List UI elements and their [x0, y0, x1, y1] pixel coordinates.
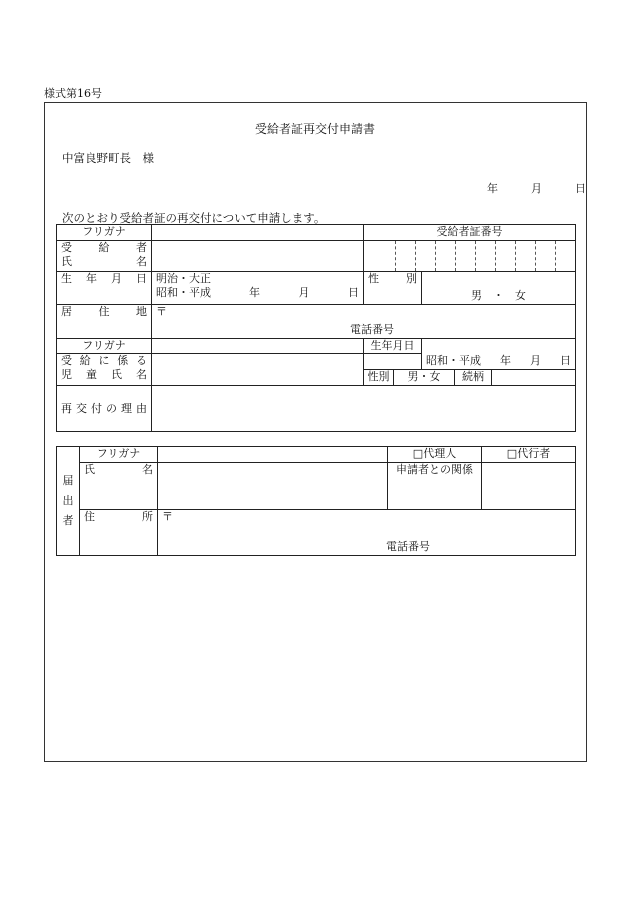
applicant-table	[56, 446, 576, 556]
child-sex-label: 性別	[364, 370, 394, 385]
child-birth-blank	[364, 354, 422, 370]
residence-field[interactable]	[152, 305, 576, 339]
child-birth-day-label: 日	[560, 354, 571, 367]
cert-digit-cell[interactable]	[536, 241, 556, 271]
reissue-reason-label: 再 交 付 の 理 由	[57, 386, 152, 432]
recipient-name-label-line2: 氏 名	[61, 255, 147, 268]
birth-date-label: 生 年 月 日	[57, 272, 152, 305]
recipient-name-field[interactable]	[152, 241, 364, 272]
child-relation-label: 続柄	[455, 370, 492, 385]
cert-digit-cell[interactable]	[556, 241, 575, 271]
birth-year-label: 年	[249, 286, 260, 299]
sex-label: 性 別	[364, 272, 422, 305]
cert-digit-cell[interactable]	[376, 241, 396, 271]
residence-label: 居 住 地	[57, 305, 152, 339]
applicant-address-label: 住 所	[80, 510, 158, 556]
cert-digit-cell[interactable]	[416, 241, 436, 271]
furigana-field[interactable]	[152, 225, 364, 241]
cert-digit-cell[interactable]	[436, 241, 456, 271]
agent-checkbox[interactable]: □代理人	[388, 447, 482, 463]
recipient-name-label	[57, 241, 152, 272]
addressee: 中富良野町長 様	[62, 151, 154, 165]
applicant-phone-label: 電話番号	[386, 540, 430, 553]
cert-digit-cell[interactable]	[476, 241, 496, 271]
applicant-side-char: 出	[62, 494, 74, 507]
date-line	[487, 180, 586, 196]
child-relation-field[interactable]	[492, 370, 575, 385]
birth-month-label: 月	[298, 286, 310, 299]
child-sex-relation-row	[364, 370, 576, 386]
era-options-line2: 昭和・平成	[156, 286, 211, 299]
child-birth-year-label: 年	[500, 354, 511, 367]
recipient-table	[56, 224, 576, 432]
date-day-label: 日	[575, 182, 586, 195]
child-furigana-field[interactable]	[152, 339, 364, 354]
relationship-label: 申請者との関係	[388, 463, 482, 510]
applicant-name-field[interactable]	[158, 463, 388, 510]
relationship-field[interactable]	[482, 463, 576, 510]
proxy-checkbox[interactable]: □代行者	[482, 447, 576, 463]
applicant-side-char: 者	[62, 514, 74, 527]
applicant-side-char: 届	[62, 474, 74, 487]
child-furigana-label: フリガナ	[57, 339, 152, 354]
cert-number-label: 受給者証番号	[364, 225, 576, 241]
date-year-label: 年	[487, 182, 498, 195]
reissue-reason-field[interactable]	[152, 386, 576, 432]
birth-date-field[interactable]	[152, 272, 364, 305]
child-name-label	[57, 354, 152, 386]
cert-digit-cell[interactable]	[516, 241, 536, 271]
applicant-postal-mark: 〒	[162, 510, 173, 523]
sex-options[interactable]: 男 ・ 女	[422, 272, 576, 305]
applicant-address-field[interactable]	[158, 510, 576, 556]
applicant-furigana-label: フリガナ	[80, 447, 158, 463]
applicant-side-label	[57, 447, 80, 556]
era-options-line1: 明治・大正	[156, 272, 211, 285]
child-birth-month-label: 月	[530, 354, 541, 367]
recipient-name-label-line1: 受 給 者	[61, 241, 147, 254]
child-name-field[interactable]	[152, 354, 364, 386]
child-sex-options[interactable]: 男・女	[394, 370, 455, 385]
postal-mark: 〒	[156, 305, 167, 318]
intro-text: 次のとおり受給者証の再交付について申請します。	[62, 211, 326, 225]
cert-digit-cell[interactable]	[456, 241, 476, 271]
applicant-name-label: 氏 名	[80, 463, 158, 510]
phone-label: 電話番号	[350, 323, 394, 336]
child-birth-field[interactable]	[422, 339, 576, 370]
child-name-label-line1: 受 給 に 係 る	[61, 354, 147, 367]
cert-number-field[interactable]	[364, 241, 576, 272]
cert-digit-cell[interactable]	[496, 241, 516, 271]
child-name-label-line2: 児 童 氏 名	[61, 368, 147, 381]
child-birth-label: 生年月日	[364, 339, 422, 354]
cert-digit-cell[interactable]	[396, 241, 416, 271]
form-code: 様式第16号	[44, 87, 102, 100]
birth-day-label: 日	[348, 286, 359, 299]
child-era-options: 昭和・平成	[426, 354, 481, 367]
date-month-label: 月	[531, 182, 542, 195]
form-border	[44, 102, 587, 762]
applicant-furigana-field[interactable]	[158, 447, 388, 463]
form-title: 受給者証再交付申請書	[254, 122, 375, 136]
furigana-label: フリガナ	[57, 225, 152, 241]
